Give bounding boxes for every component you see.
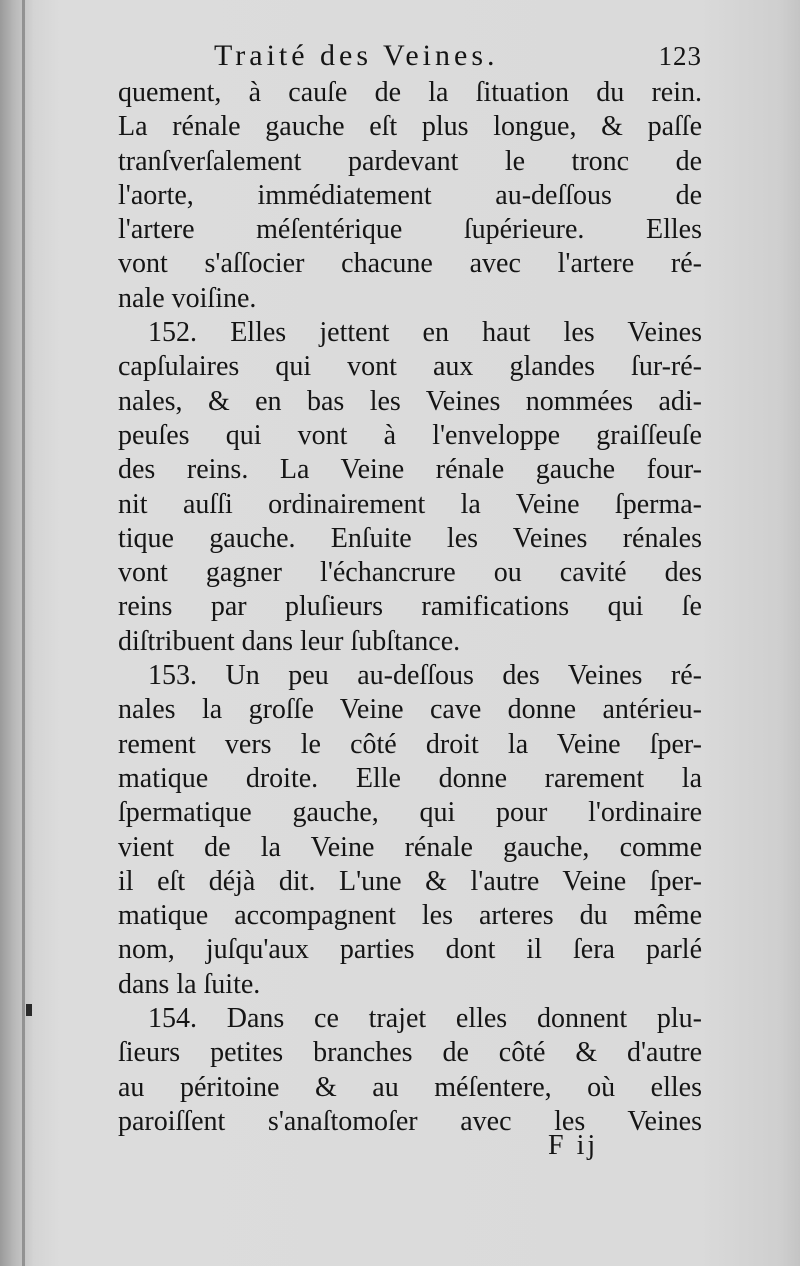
text-line: nales la groſſe Veine cave donne antérieu-	[118, 694, 702, 726]
text-line: il eſt déjà dit. L'une & l'autre Veine ſper-	[118, 865, 702, 897]
text-line: matique droite. Elle donne rarement la	[118, 762, 702, 794]
text-line: capſulaires qui vont aux glandes ſur-ré-	[118, 351, 702, 383]
text-line: l'artere méſentérique ſupérieure. Elles	[118, 214, 702, 246]
text-line: tique gauche. Enſuite les Veines rénales	[118, 522, 702, 554]
page-gutter	[22, 0, 25, 1266]
text-line: quement, à cauſe de la ſituation du rein.	[118, 77, 702, 108]
text-line: vient de la Veine rénale gauche, comme	[118, 831, 702, 863]
text-line: vont s'aſſocier chacune avec l'artere ré-	[118, 248, 702, 280]
text-line: rement vers le côté droit la Veine ſper-	[118, 728, 702, 760]
text-line: nale voiſine.	[118, 282, 257, 314]
text-line: nales, & en bas les Veines nommées adi-	[118, 385, 702, 417]
text-line: ſpermatique gauche, qui pour l'ordinaire	[118, 797, 702, 829]
margin-mark	[26, 1004, 32, 1016]
text-line: La rénale gauche eſt plus longue, & paſſe	[118, 111, 702, 143]
text-line: paroiſſent s'anaſtomoſer avec les Veines	[118, 1105, 702, 1137]
text-line: des reins. La Veine rénale gauche four-	[118, 454, 702, 486]
text-line: peuſes qui vont à l'enveloppe graiſſeuſe	[118, 419, 702, 451]
running-title: Traité des Veines.	[214, 39, 499, 72]
text-line: diſtribuent dans leur ſubſtance.	[118, 625, 461, 657]
text-line: nom, juſqu'aux parties dont il ſera parlé	[118, 934, 702, 966]
signature-mark: F ij	[548, 1130, 599, 1161]
body-text	[118, 76, 702, 1139]
text-line: au péritoine & au méſentere, où elles	[118, 1071, 702, 1103]
running-header	[118, 34, 702, 78]
text-line: reins par pluſieurs ramifications qui ſe	[118, 591, 702, 623]
text-line: dans la ſuite.	[118, 968, 261, 1000]
text-line: l'aorte, immédiatement au-deſſous de	[118, 179, 702, 211]
text-line: vont gagner l'échancrure ou cavité des	[118, 557, 702, 589]
page-number: 123	[658, 41, 702, 71]
text-line: nit auſſi ordinairement la Veine ſperma-	[118, 488, 702, 520]
text-line: matique accompagnent les arteres du même	[118, 900, 702, 932]
text-line: ſieurs petites branches de côté & d'autre	[118, 1037, 702, 1069]
paragraph-first-line: 152. Elles jettent en haut les Veines	[148, 317, 702, 349]
text-line: tranſverſalement pardevant le tronc de	[118, 145, 702, 177]
paragraph-first-line: 154. Dans ce trajet elles donnent plu-	[148, 1003, 702, 1035]
paragraph-first-line: 153. Un peu au-deſſous des Veines ré-	[148, 660, 702, 692]
